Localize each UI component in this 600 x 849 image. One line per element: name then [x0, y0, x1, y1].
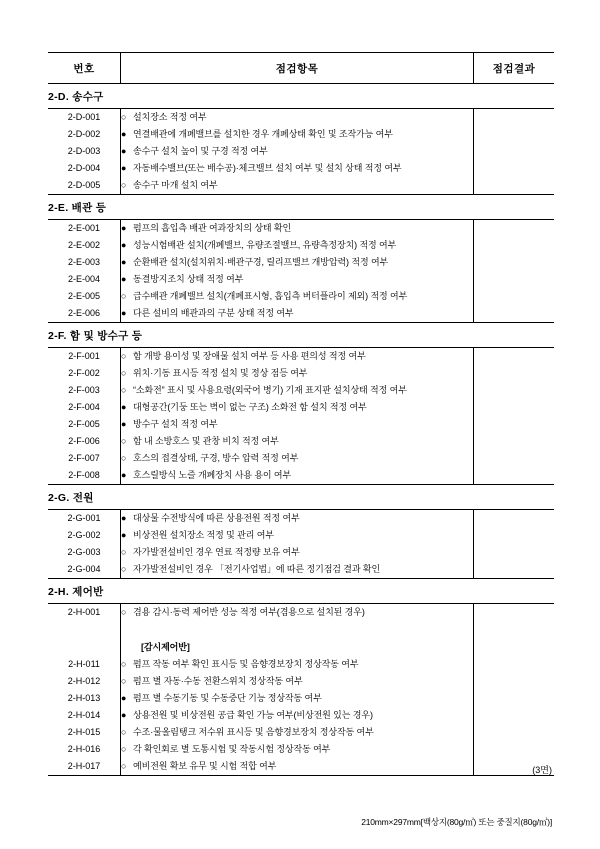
- spacer-cell: [48, 621, 121, 639]
- item-code: 2-G-004: [48, 561, 121, 579]
- hollow-bullet-icon: ○: [121, 291, 127, 301]
- item-description: [121, 271, 474, 288]
- item-text: 자가발전설비인 경우 「전기사업법」에 따른 정기점검 결과 확인: [133, 564, 381, 574]
- item-description: [121, 707, 474, 724]
- result-cell[interactable]: [474, 450, 555, 467]
- item-text: 대형공간(기둥 또는 벽이 없는 구조) 소화전 함 설치 적정 여부: [133, 402, 367, 412]
- item-text: 순환배관 설치(설치위치·배관구경, 릴리프밸브 개방압력) 적정 여부: [133, 257, 389, 267]
- checklist-row: [48, 416, 554, 433]
- hollow-bullet-icon: ○: [121, 180, 127, 190]
- hollow-bullet-icon: ○: [121, 761, 127, 771]
- item-text: 펌프 별 자동·수동 전환스위치 정상작동 여부: [133, 676, 303, 686]
- spacer-cell: [121, 621, 474, 639]
- item-code: 2-E-004: [48, 271, 121, 288]
- checklist-row: [48, 254, 554, 271]
- filled-bullet-icon: ●: [121, 146, 127, 156]
- section-title-row: [48, 84, 554, 109]
- item-description: [121, 382, 474, 399]
- result-cell[interactable]: [474, 237, 555, 254]
- result-cell[interactable]: [474, 288, 555, 305]
- item-description: [121, 288, 474, 305]
- item-description: [121, 527, 474, 544]
- item-description: [121, 544, 474, 561]
- checklist-row: [48, 741, 554, 758]
- row-spacer: [48, 621, 554, 639]
- checklist-row: [48, 160, 554, 177]
- filled-bullet-icon: ●: [121, 419, 127, 429]
- filled-bullet-icon: ●: [121, 470, 127, 480]
- checklist-row: [48, 382, 554, 399]
- hollow-bullet-icon: ○: [121, 368, 127, 378]
- hollow-bullet-icon: ○: [121, 744, 127, 754]
- result-cell[interactable]: [474, 656, 555, 673]
- result-cell[interactable]: [474, 160, 555, 177]
- result-cell[interactable]: [474, 271, 555, 288]
- checklist-row: [48, 510, 554, 528]
- item-code: 2-E-003: [48, 254, 121, 271]
- checklist-row: [48, 305, 554, 323]
- item-description: [121, 126, 474, 143]
- filled-bullet-icon: ●: [121, 274, 127, 284]
- result-cell[interactable]: [474, 544, 555, 561]
- result-cell[interactable]: [474, 143, 555, 160]
- result-cell[interactable]: [474, 561, 555, 579]
- hollow-bullet-icon: ○: [121, 564, 127, 574]
- checklist-row: [48, 561, 554, 579]
- section-title: 2-D. 송수구: [48, 84, 554, 109]
- item-code: 2-F-001: [48, 348, 121, 366]
- item-text: 펌프의 흡입측 배관 여과장치의 상태 확인: [133, 223, 292, 233]
- checklist-row: [48, 467, 554, 485]
- hollow-bullet-icon: ○: [121, 727, 127, 737]
- item-text: 성능시험배관 설치(개폐밸브, 유량조절밸브, 유량측정장치) 적정 여부: [133, 240, 397, 250]
- item-description: [121, 724, 474, 741]
- checklist-row: [48, 109, 554, 127]
- section-title-row: [48, 579, 554, 604]
- result-cell[interactable]: [474, 177, 555, 195]
- item-code: 2-F-006: [48, 433, 121, 450]
- filled-bullet-icon: ●: [121, 223, 127, 233]
- item-description: [121, 467, 474, 485]
- result-cell[interactable]: [474, 690, 555, 707]
- item-description: [121, 604, 474, 622]
- checklist-row: [48, 758, 554, 776]
- item-description: [121, 348, 474, 366]
- checklist-row: [48, 143, 554, 160]
- checklist-row: [48, 288, 554, 305]
- item-code: 2-H-016: [48, 741, 121, 758]
- result-cell[interactable]: [474, 382, 555, 399]
- result-cell[interactable]: [474, 220, 555, 238]
- item-text: 펌프 작동 여부 확인 표시등 및 음향경보장치 정상작동 여부: [133, 659, 359, 669]
- item-description: [121, 254, 474, 271]
- table-header-row: [48, 53, 554, 84]
- item-text: 다른 설비의 배관과의 구분 상태 적정 여부: [133, 308, 294, 318]
- item-code: 2-F-007: [48, 450, 121, 467]
- checklist-row: [48, 399, 554, 416]
- item-description: [121, 160, 474, 177]
- checklist-row: [48, 177, 554, 195]
- result-cell[interactable]: [474, 416, 555, 433]
- item-description: [121, 673, 474, 690]
- checklist-row: [48, 126, 554, 143]
- result-cell[interactable]: [474, 673, 555, 690]
- result-cell[interactable]: [474, 399, 555, 416]
- item-code: 2-D-003: [48, 143, 121, 160]
- item-code: 2-H-014: [48, 707, 121, 724]
- item-code: 2-F-005: [48, 416, 121, 433]
- result-cell[interactable]: [474, 467, 555, 485]
- item-text: 자가발전설비인 경우 연료 적정량 보유 여부: [133, 547, 300, 557]
- checklist-row: [48, 527, 554, 544]
- item-text: 자동배수밸브(또는 배수공)·체크밸브 설치 여부 및 설치 상태 적정 여부: [133, 163, 402, 173]
- filled-bullet-icon: ●: [121, 693, 127, 703]
- column-header-item: 점검항목: [121, 53, 474, 84]
- item-description: [121, 561, 474, 579]
- hollow-bullet-icon: ○: [121, 607, 127, 617]
- checklist-row: [48, 365, 554, 382]
- item-code: 2-G-001: [48, 510, 121, 528]
- item-description: [121, 510, 474, 528]
- item-code: 2-E-001: [48, 220, 121, 238]
- section-title: 2-H. 제어반: [48, 579, 554, 604]
- checklist-row: [48, 433, 554, 450]
- item-code: 2-D-001: [48, 109, 121, 127]
- item-description: [121, 416, 474, 433]
- item-code: 2-H-012: [48, 673, 121, 690]
- result-cell[interactable]: [474, 741, 555, 758]
- hollow-bullet-icon: ○: [121, 436, 127, 446]
- item-code: 2-H-017: [48, 758, 121, 776]
- item-text: 펌프 별 수동기동 및 수동중단 기능 정상작동 여부: [133, 693, 322, 703]
- item-text: 수조·물올림탱크 저수위 표시등 및 음향경보장치 정상작동 여부: [133, 727, 374, 737]
- item-text: 호스릴방식 노즐 개폐장치 사용 용이 여부: [133, 470, 292, 480]
- checklist-row: [48, 673, 554, 690]
- filled-bullet-icon: ●: [121, 513, 127, 523]
- item-text: 함 내 소방호스 및 관창 비치 적정 여부: [133, 436, 279, 446]
- result-cell[interactable]: [474, 126, 555, 143]
- subsection-heading: [감시제어반]: [141, 642, 190, 652]
- section-title: 2-E. 배관 등: [48, 195, 554, 220]
- item-code: 2-F-003: [48, 382, 121, 399]
- checklist-row: [48, 724, 554, 741]
- hollow-bullet-icon: ○: [121, 453, 127, 463]
- item-code: [48, 639, 121, 656]
- item-description: [121, 305, 474, 323]
- item-description: [121, 433, 474, 450]
- filled-bullet-icon: ●: [121, 308, 127, 318]
- checklist-row: [48, 271, 554, 288]
- checklist-row: [48, 348, 554, 366]
- item-text: 송수구 마개 설치 여부: [133, 180, 218, 190]
- result-cell[interactable]: [474, 724, 555, 741]
- filled-bullet-icon: ●: [121, 240, 127, 250]
- item-description: [121, 143, 474, 160]
- checklist-row: [48, 707, 554, 724]
- item-description: [121, 639, 474, 656]
- result-cell[interactable]: [474, 639, 555, 656]
- checklist-row: [48, 450, 554, 467]
- item-text: 상용전원 및 비상전원 공급 확인 가능 여부(비상전원 있는 경우): [133, 710, 373, 720]
- item-text: 각 확인회로 별 도통시험 및 작동시험 정상작동 여부: [133, 744, 331, 754]
- result-cell[interactable]: [474, 527, 555, 544]
- result-cell[interactable]: [474, 604, 555, 622]
- item-text: 비상전원 설치장소 적정 및 관리 여부: [133, 530, 274, 540]
- inspection-checklist-table: [48, 52, 554, 776]
- result-cell[interactable]: [474, 305, 555, 323]
- filled-bullet-icon: ●: [121, 129, 127, 139]
- section-title: 2-G. 전원: [48, 485, 554, 510]
- filled-bullet-icon: ●: [121, 163, 127, 173]
- item-description: [121, 109, 474, 127]
- item-code: 2-D-002: [48, 126, 121, 143]
- item-code: 2-G-002: [48, 527, 121, 544]
- item-code: 2-H-001: [48, 604, 121, 622]
- item-text: “소화전” 표시 및 사용요령(외국어 병기) 기재 표지판 설치상태 적정 여부: [133, 385, 407, 395]
- item-description: [121, 450, 474, 467]
- checklist-row: [48, 544, 554, 561]
- hollow-bullet-icon: ○: [121, 547, 127, 557]
- section-title: 2-F. 함 및 방수구 등: [48, 323, 554, 348]
- section-title-row: [48, 323, 554, 348]
- item-text: 겸용 감시·동력 제어반 성능 적정 여부(겸용으로 설치된 경우): [133, 607, 365, 617]
- item-description: [121, 177, 474, 195]
- checklist-row: [48, 220, 554, 238]
- item-text: 설치장소 적정 여부: [133, 112, 207, 122]
- item-code: 2-D-004: [48, 160, 121, 177]
- item-text: 급수배관 개폐밸브 설치(개폐표시형, 흡입측 버터플라이 제외) 적정 여부: [133, 291, 408, 301]
- paper-spec-footnote: 210mm×297mm[백상지(80g/㎡) 또는 중질지(80g/㎡)]: [361, 817, 552, 827]
- checklist-row: [48, 237, 554, 254]
- item-text: 동결방지조치 상태 적정 여부: [133, 274, 244, 284]
- result-cell[interactable]: [474, 365, 555, 382]
- hollow-bullet-icon: ○: [121, 676, 127, 686]
- item-code: 2-E-002: [48, 237, 121, 254]
- page-number: (3면): [532, 765, 552, 775]
- table-body: [48, 84, 554, 776]
- item-description: [121, 237, 474, 254]
- item-code: 2-F-008: [48, 467, 121, 485]
- item-description: [121, 690, 474, 707]
- item-text: 방수구 설치 적정 여부: [133, 419, 218, 429]
- item-code: 2-H-013: [48, 690, 121, 707]
- item-text: 예비전원 확보 유무 및 시험 적합 여부: [133, 761, 277, 771]
- result-cell[interactable]: [474, 433, 555, 450]
- checklist-row: [48, 604, 554, 622]
- result-cell[interactable]: [474, 348, 555, 366]
- result-cell[interactable]: [474, 510, 555, 528]
- item-code: 2-E-006: [48, 305, 121, 323]
- filled-bullet-icon: ●: [121, 257, 127, 267]
- item-description: [121, 399, 474, 416]
- item-text: 송수구 설치 높이 및 구경 적정 여부: [133, 146, 268, 156]
- filled-bullet-icon: ●: [121, 402, 127, 412]
- hollow-bullet-icon: ○: [121, 112, 127, 122]
- item-text: 대상물 수전방식에 따른 상용전원 적정 여부: [133, 513, 300, 523]
- item-text: 함 개방 용이성 및 장애물 설치 여부 등 사용 편의성 적정 여부: [133, 351, 366, 361]
- item-code: 2-F-002: [48, 365, 121, 382]
- item-description: [121, 758, 474, 776]
- item-description: [121, 741, 474, 758]
- item-text: 위치·기동 표시등 적정 설치 및 정상 점등 여부: [133, 368, 308, 378]
- section-title-row: [48, 195, 554, 220]
- item-code: 2-G-003: [48, 544, 121, 561]
- filled-bullet-icon: ●: [121, 530, 127, 540]
- result-cell[interactable]: [474, 254, 555, 271]
- column-header-result: 점검결과: [474, 53, 555, 84]
- item-text: 연결배관에 개폐밸브를 설치한 경우 개폐상태 확인 및 조작가능 여부: [133, 129, 393, 139]
- item-code: 2-H-015: [48, 724, 121, 741]
- section-title-row: [48, 485, 554, 510]
- item-description: [121, 365, 474, 382]
- item-description: [121, 220, 474, 238]
- item-code: 2-H-011: [48, 656, 121, 673]
- spacer-cell: [474, 621, 555, 639]
- item-code: 2-D-005: [48, 177, 121, 195]
- item-text: 호스의 접결상태, 구경, 방수 압력 적정 여부: [133, 453, 299, 463]
- checklist-row: [48, 656, 554, 673]
- item-code: 2-F-004: [48, 399, 121, 416]
- hollow-bullet-icon: ○: [121, 659, 127, 669]
- filled-bullet-icon: ●: [121, 710, 127, 720]
- checklist-row: [48, 639, 554, 656]
- hollow-bullet-icon: ○: [121, 385, 127, 395]
- result-cell[interactable]: [474, 707, 555, 724]
- hollow-bullet-icon: ○: [121, 351, 127, 361]
- result-cell[interactable]: [474, 109, 555, 127]
- item-code: 2-E-005: [48, 288, 121, 305]
- checklist-row: [48, 690, 554, 707]
- item-description: [121, 656, 474, 673]
- column-header-number: 번호: [48, 53, 121, 84]
